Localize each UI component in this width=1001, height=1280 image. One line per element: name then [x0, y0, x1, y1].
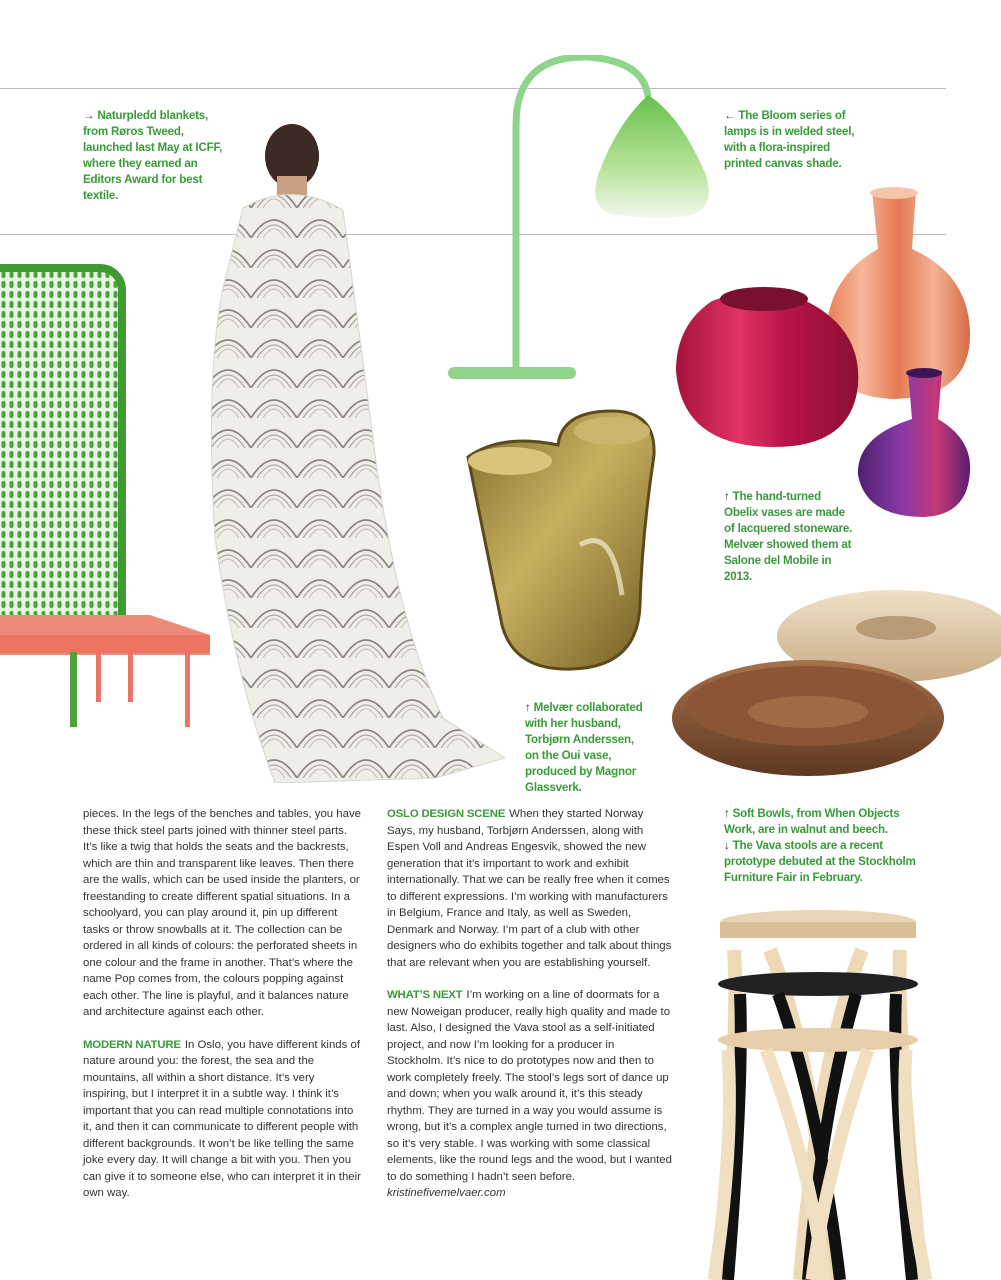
arrow-right-icon: → — [83, 109, 95, 122]
caption-bloom: ← The Bloom series of lamps is in welded steel, with a flora-inspired printed canvas shade. — [724, 109, 855, 170]
caption-vava: ↓ The Vava stools are a recent prototype debuted at the Stockholm Furniture Fair in February. — [724, 838, 916, 884]
kicker-oslo-design-scene: OSLO DESIGN SCENE — [387, 808, 506, 820]
arrow-up-icon: ↑ — [525, 701, 531, 714]
vava-stools-photo — [700, 910, 940, 1280]
caption-obelix: ↑ The hand-turned Obelix vases are made of lacquered stoneware. Melvær showed them at Salone del Mobile in 2013. — [724, 490, 853, 583]
caption-oui: ↑ Melvær collaborated with her husband, Torbjørn Anderssen, on the Oui vase, produced by Magnor Glassverk. — [525, 701, 643, 794]
website-link[interactable]: kristinefivemelvaer.com — [387, 1187, 506, 1199]
article-column-1 — [83, 806, 363, 1218]
caption-soft-bowls-vava — [724, 806, 924, 886]
kicker-modern-nature: MODERN NATURE — [83, 1038, 181, 1051]
paragraph-pop-collection: pieces. In the legs of the benches and tables, you have these thick steel parts joined with thinner steel parts. It’s like a twig that holds the seats and the backrests, which are thin and transparent like leaves. Then there are the walls, which can be used inside the planters, or freestanding to create different spatial situations. In a schoolyard, you can play around it, pin up different tasks or throw snowballs at it. The collection can be ordered in all kinds of colours: the perforated sheets in one colour and the frame in another. That’s where the name Pop comes from, the colours popping against each other. The line is playful, and it balances nature and architecture against each other. — [83, 808, 361, 1018]
kicker-whats-next: WHAT’S NEXT — [387, 989, 463, 1001]
arrow-down-icon: ↓ — [724, 838, 730, 852]
arrow-left-icon: ← — [724, 109, 736, 122]
obelix-vases-photo — [672, 185, 984, 525]
soft-bowls-photo — [670, 588, 1001, 783]
paragraph-modern-nature: MODERN NATURE In Oslo, you have different kinds of nature around you: the forest, the sea and the mountains, all within a short distance. It’s very inspiring, but I interpret it in a subtle way. I think it’s important that you can read multiple connotations into it, and then it can communicate to different people with different backgrounds. It won’t be like telling the same joke every day. It will change a bit with you. Then you can give it to someone else, who can interpret it in their own way. — [83, 1038, 361, 1199]
caption-blankets: → Naturpledd blankets, from Røros Tweed, launched last May at ICFF, where they earned an Editors Award for best textile. — [83, 109, 223, 202]
arrow-up-icon: ↑ — [724, 490, 730, 503]
paragraph-oslo-design-scene: OSLO DESIGN SCENE When they started Norway Says, my husband, Torbjørn Anderssen, along with Espen Voll and Andreas Engesvik, showed the new generation that it’s important to work and exhibit internationally. That we can be really free when it comes to different expressions. I’m working with manufacturers in Belgium, France and Italy, as well as Sweden, Denmark and Norway. I’m part of a club with other designers who do exhibits together and talk about things that are relevant when you are establishing yourself. — [387, 808, 672, 969]
article-column-2 — [387, 806, 672, 1218]
pop-screen-bench-photo — [0, 260, 215, 730]
caption-soft-bowls: ↑ Soft Bowls, from When Objects Work, are in walnut and beech. — [724, 807, 900, 836]
arrow-up-icon: ↑ — [724, 807, 730, 820]
paragraph-whats-next: WHAT’S NEXT I’m working on a line of doormats for a new Noweigan producer, really high quality and made to last. Also, I designed the Vava stool as a self-initiated project, and now I’m looking for a producer in Stockholm. It’s nice to do prototypes now and then to work completely freely. The stool’s legs sort of dance up and down; when you walk around it, it’s this steady rhythm. They are turned in a way you would assume is wrong, but it’s a complex angle turned in two directions, so it’s very stable. I was working with some classical elements, like the round legs and the wood, but I wanted to do something I hadn’t seen before. kristinefivemelvaer.com — [387, 989, 672, 1199]
oui-vase-photo — [462, 405, 662, 675]
